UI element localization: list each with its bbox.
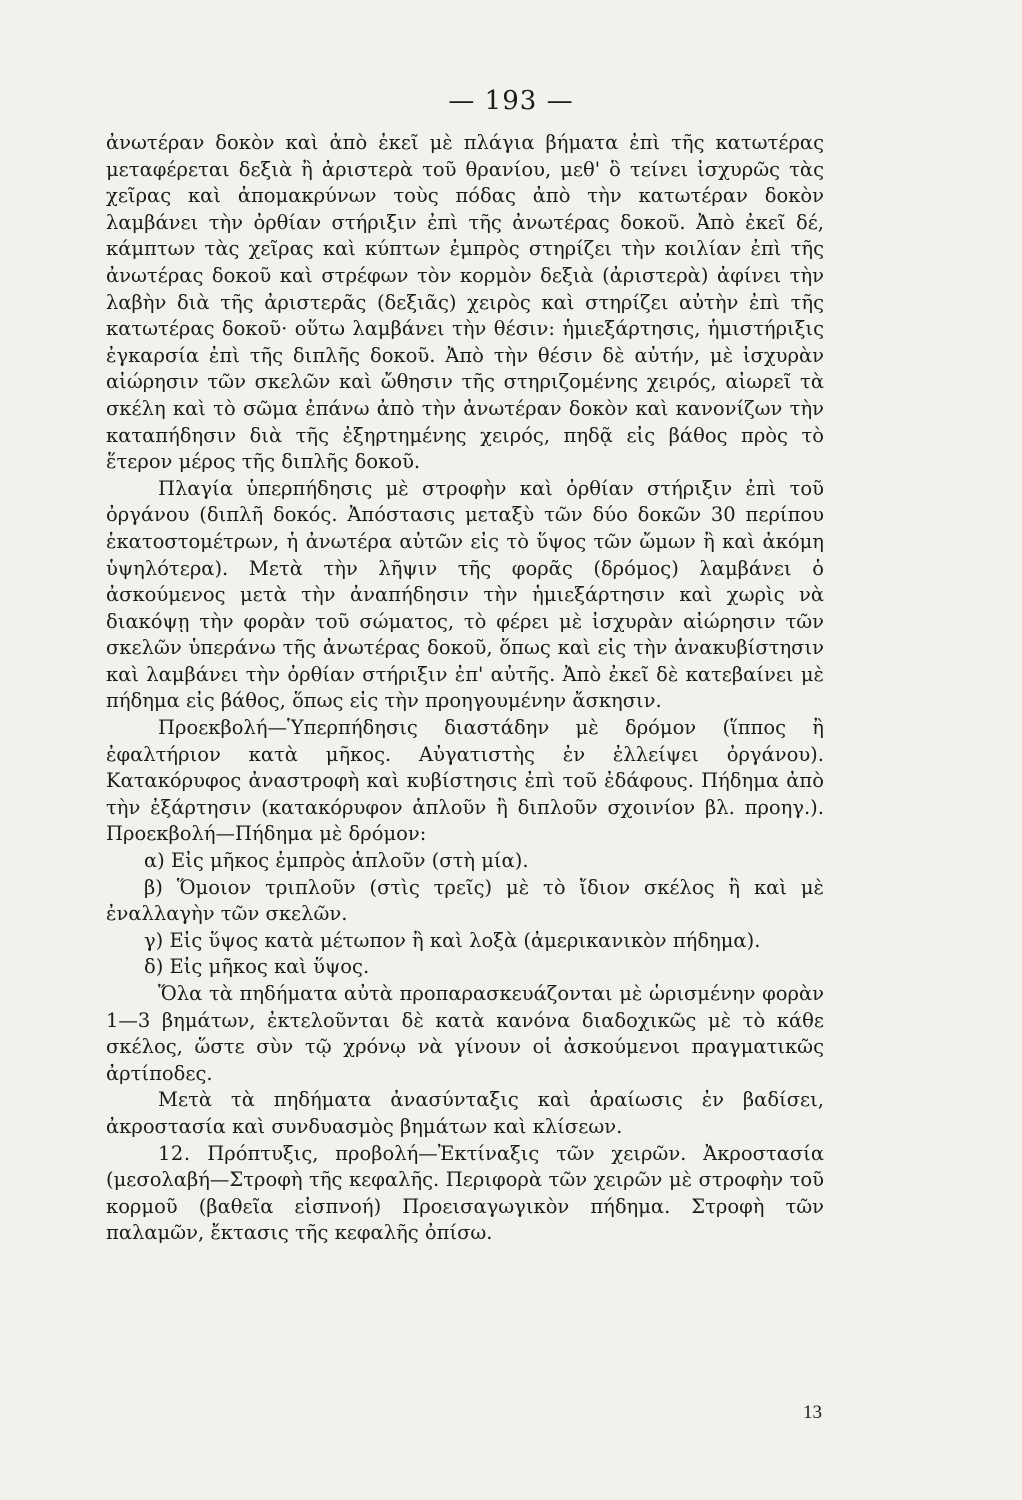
- page-number: — 193 —: [448, 86, 574, 116]
- list-item-b: β) Ὅμοιον τριπλοῦν (στὶς τρεῖς) μὲ τὸ ἴδιον σκέλος ἢ καὶ μὲ ἐναλλαγὴν τῶν σκελῶν.: [106, 875, 824, 926]
- list-item-a: α) Εἰς μῆκος ἐμπρὸς ἁπλοῦν (στὴ μία).: [144, 849, 529, 873]
- sheet-signature: 13: [803, 1402, 822, 1423]
- section-text: Πρόπτυξις, προβολή—Ἐκτίναξις τῶν χειρῶν. Ἀκροστασία (μεσολαβή—Στροφὴ τῆς κεφαλῆς. Περιφορὰ τῶν χειρῶν μὲ στροφὴν τοῦ κορμοῦ (βαθεῖα εἰσπνοή) Προεισαγωγικὸν πήδημα. Στροφὴ τῶν παλαμῶν, ἔκτασις τῆς κεφαλῆς ὀπίσω.: [106, 1141, 824, 1245]
- paragraph-ola-ta-pidimata: Ὅλα τὰ πηδήματα αὐτὰ προπαρασκευάζονται μὲ ὡρισμένην φορὰν 1—3 βημάτων, ἐκτελοῦνται δὲ κατὰ κανόνα διαδοχικῶς μὲ τὸ κάθε σκέλος, ὥστε σὺν τῷ χρόνῳ νὰ γίνουν οἱ ἀσκούμενοι πραγματικῶς ἀρτίποδες.: [106, 982, 824, 1085]
- list-item-d: δ) Εἰς μῆκος καὶ ὕψος.: [144, 955, 370, 979]
- list-item-c: γ) Εἰς ὕψος κατὰ μέτωπον ἢ καὶ λοξὰ (ἀμερικανικὸν πήδημα).: [144, 928, 761, 952]
- paragraph-plagia-yperpidisis: Πλαγία ὑπερπήδησις μὲ στροφὴν καὶ ὀρθίαν στήριξιν ἐπὶ τοῦ ὀργάνου (διπλῆ δοκός. Ἀπόστασις μεταξὺ τῶν δύο δοκῶν 30 περίπου ἑκατοστομέτρων, ἡ ἀνωτέρα αὐτῶν εἰς τὸ ὕψος τῶν ὤμων ἢ καὶ ἀκόμη ὑψηλότερα). Μετὰ τὴν λῆψιν τῆς φορᾶς (δρόμος) λαμβάνει ὁ ἀσκούμενος μετὰ τὴν ἀναπήδησιν τὴν ἡμιεξάρτησιν καὶ χωρὶς νὰ διακόψῃ τὴν φορὰν τοῦ σώματος, τὸ φέρει μὲ ἰσχυρὰν αἰώρησιν τῶν σκελῶν ὑπεράνω τῆς ἀνωτέρας δοκοῦ, ὅπως καὶ εἰς τὴν ἀνακυβίστησιν καὶ λαμβάνει τὴν ὀρθίαν στήριξιν ἐπ' αὐτῆς. Ἀπὸ ἐκεῖ δὲ κατεβαίνει μὲ πήδημα εἰς βάθος, ὅπως εἰς τὴν προηγουμένην ἄσκησιν.: [106, 476, 824, 713]
- section-12: [106, 1141, 824, 1247]
- paragraph-meta-ta-pidimata: Μετὰ τὰ πηδήματα ἀνασύνταξις καὶ ἀραίωσις ἐν βαδίσει, ἀκροστασία καὶ συνδυασμὸς βημάτων καὶ κλίσεων.: [106, 1088, 824, 1138]
- paragraph-proekvoli: Προεκβολή—Ὑπερπήδησις διαστάδην μὲ δρόμον (ἵππος ἢ ἐφαλτήριον κατὰ μῆκος. Αὐγατιστὴς ἐν ἐλλείψει ὀργάνου). Κατακόρυφος ἀναστροφὴ καὶ κυβίστησις ἐπὶ τοῦ ἐδάφους. Πήδημα ἀπὸ τὴν ἐξάρτησιν (κατακόρυφον ἁπλοῦν ἢ διπλοῦν σχοινίον βλ. προηγ.). Προεκβολή—Πήδημα μὲ δρόμον:: [106, 716, 824, 846]
- body-text: [106, 130, 824, 1247]
- paragraph-continued: ἀνωτέραν δοκὸν καὶ ἀπὸ ἐκεῖ μὲ πλάγια βήματα ἐπὶ τῆς κατωτέρας μεταφέρεται δεξιὰ ἢ ἀριστερὰ τοῦ θρανίου, μεθ' ὃ τείνει ἰσχυρῶς τὰς χεῖρας καὶ ἀπομακρύνων τοὺς πόδας ἀπὸ τὴν κατωτέραν δοκὸν λαμβάνει τὴν ὀρθίαν στήριξιν ἐπὶ τῆς ἀνωτέρας δοκοῦ. Ἀπὸ ἐκεῖ δέ, κάμπτων τὰς χεῖρας καὶ κύπτων ἐμπρὸς στηρίζει τὴν κοιλίαν ἐπὶ τῆς ἀνωτέρας δοκοῦ καὶ στρέφων τὸν κορμὸν δεξιὰ (ἀριστερὰ) ἀφίνει τὴν λαβὴν διὰ τῆς ἀριστερᾶς (δεξιᾶς) χειρὸς καὶ στηρίζει αὐτὴν ἐπὶ τῆς κατωτέρας δοκοῦ· οὕτω λαμβάνει τὴν θέσιν: ἡμιεξάρτησις, ἡμιστήριξις ἐγκαρσία ἐπὶ τῆς διπλῆς δοκοῦ. Ἀπὸ τὴν θέσιν δὲ αὐτήν, μὲ ἰσχυρὰν αἰώρησιν τῶν σκελῶν καὶ ὤθησιν τῆς στηριζομένης χειρός, αἰωρεῖ τὰ σκέλη καὶ τὸ σῶμα ἐπάνω ἀπὸ τὴν ἀνωτέραν δοκὸν καὶ κανονίζων τὴν καταπήδησιν διὰ τῆς ἐξηρτημένης χειρός, πηδᾷ εἰς βάθος πρὸς τὸ ἕτερον μέρος τῆς διπλῆς δοκοῦ.: [106, 131, 824, 474]
- section-number: 12.: [158, 1141, 191, 1165]
